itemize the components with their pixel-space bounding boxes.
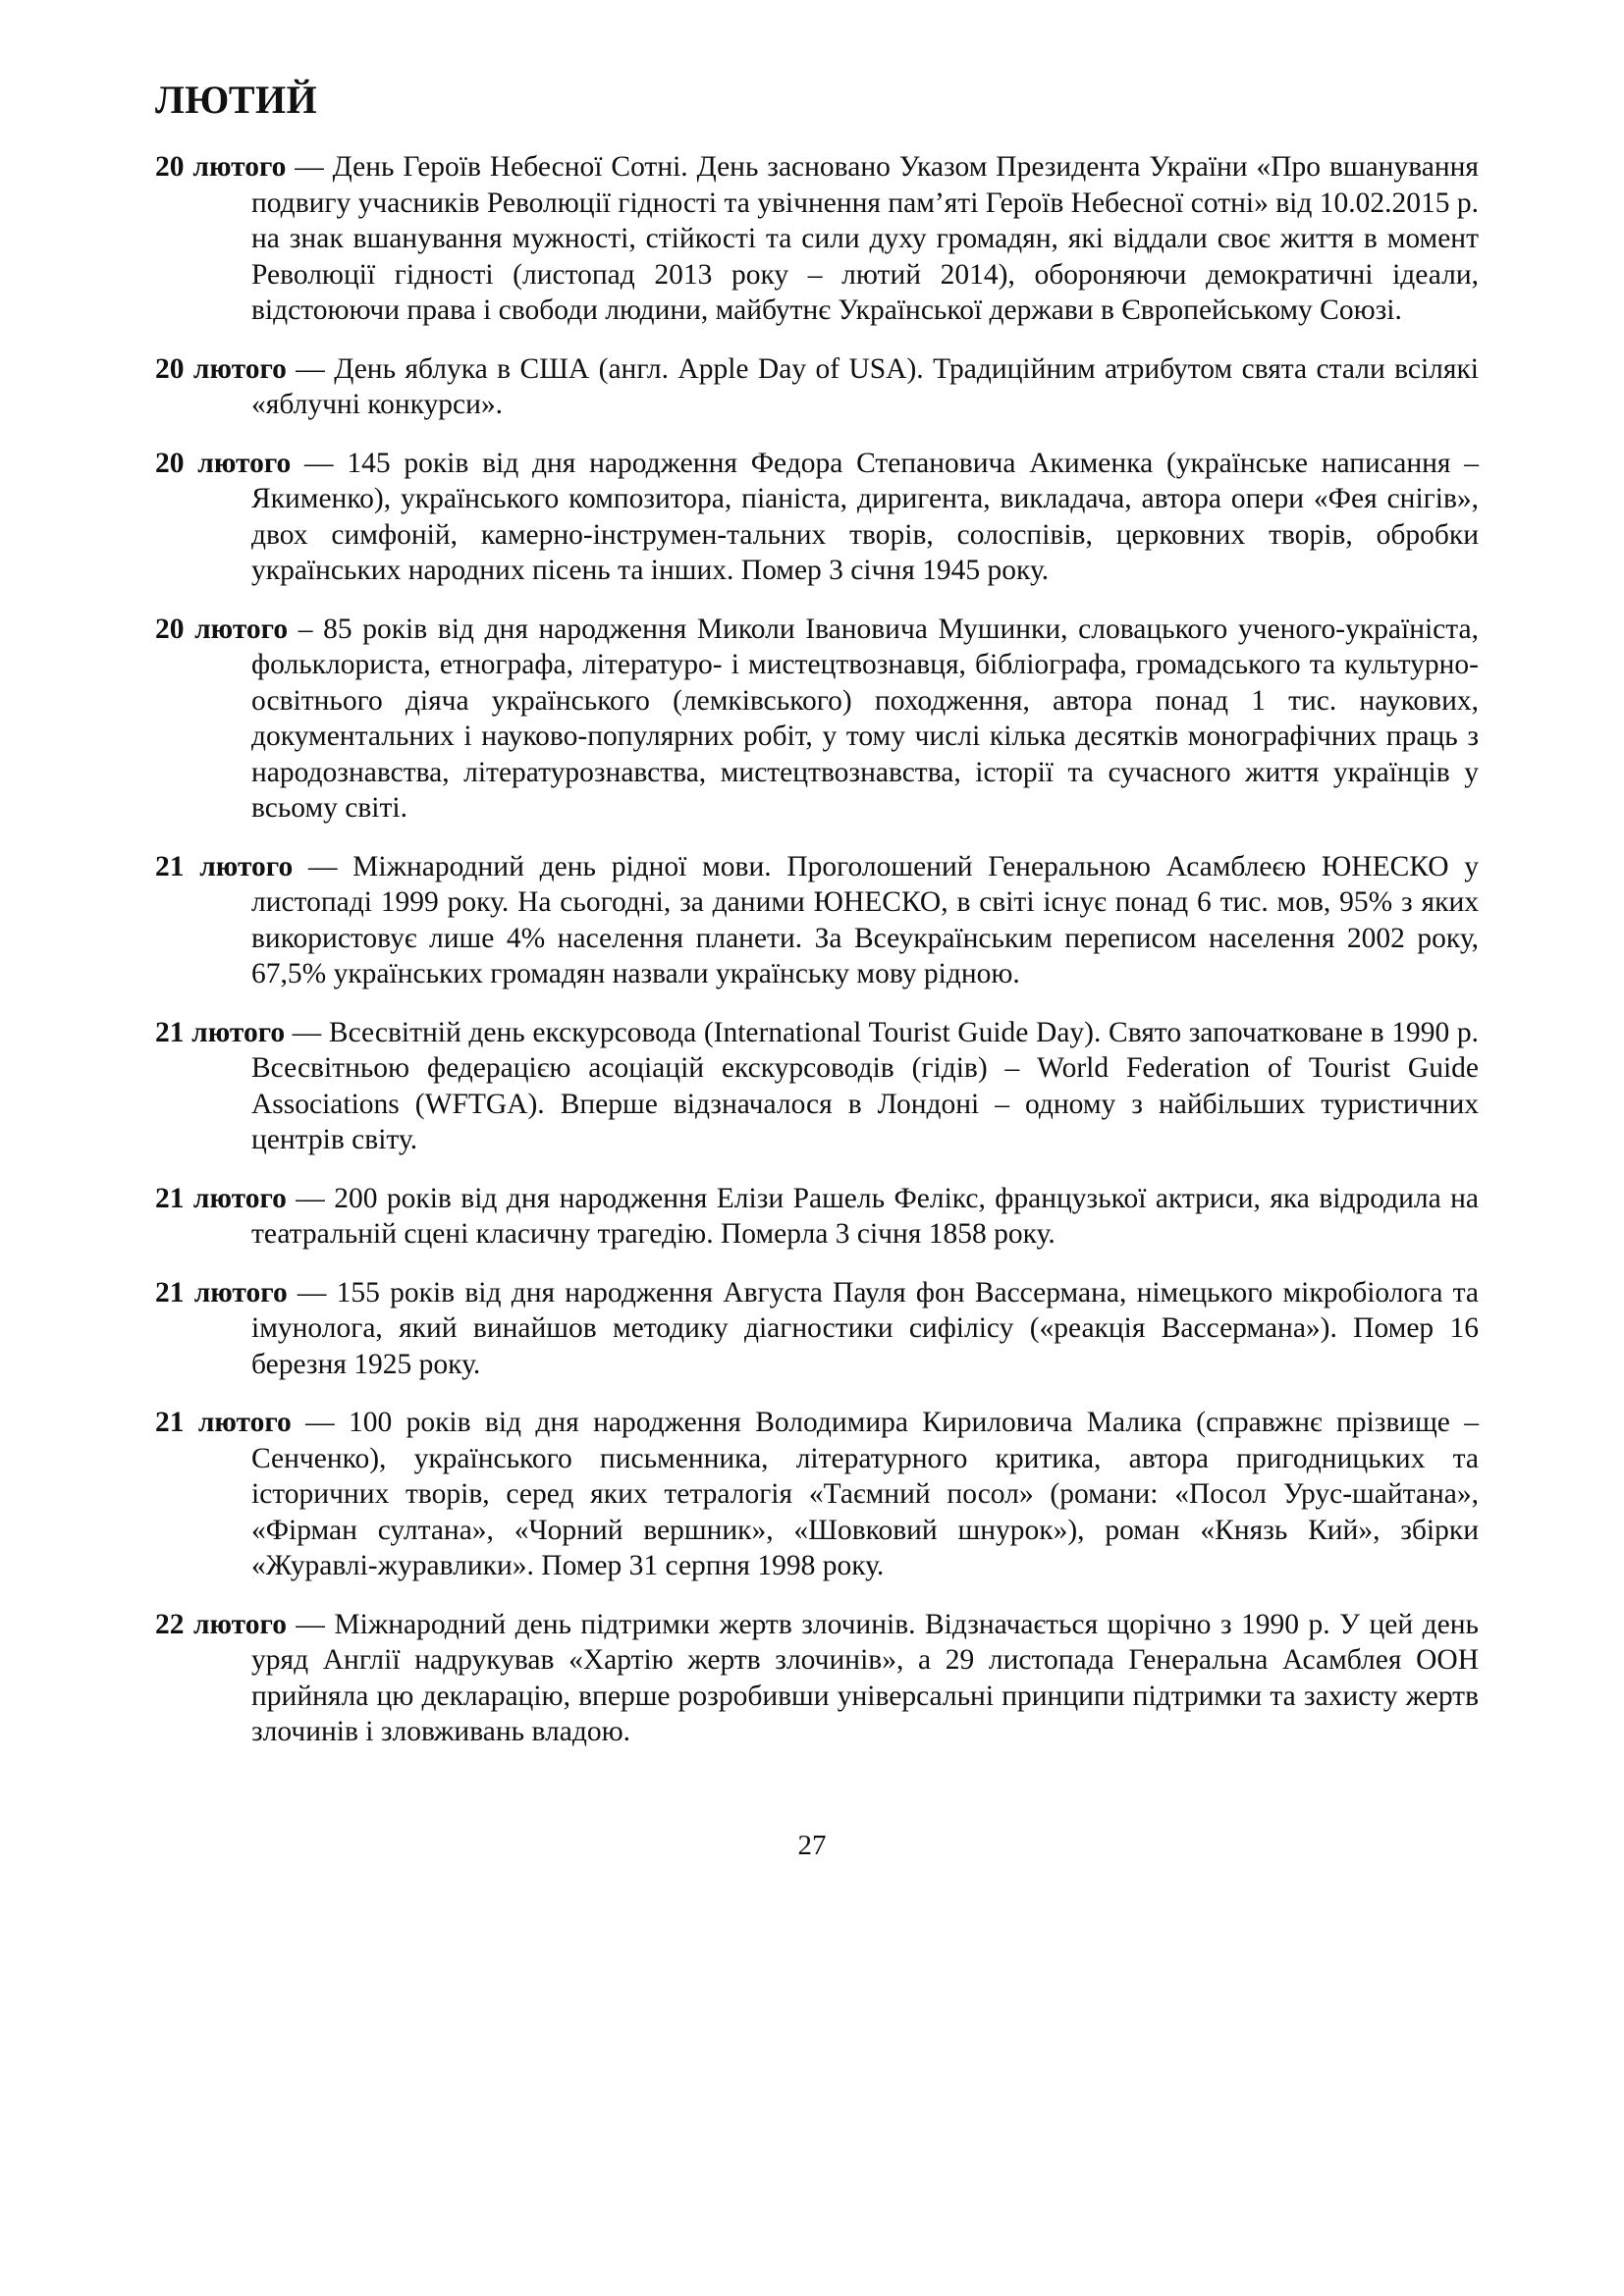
entry-date: 20 лютого (155, 447, 292, 479)
entry-text: — 145 років від дня народження Федора Степановича Акименка (українське написання – Якименко), українського композитора, піаніста, диригента, викладача, автора опери «Фея снігів», двох симфоній, камерно-інструмен-тальних творів, солоспівів, церковних творів, обробки українських народних пісень та інших. Помер 3 січня 1945 року. (251, 447, 1479, 586)
entry-item (155, 149, 1479, 329)
entry-date: 20 лютого (155, 151, 287, 183)
entry-text: — 200 років від дня народження Елізи Рашель Фелікс, французької актриси, яка відродила на театральній сцені класичну трагедію. Померла 3 січня 1858 року. (251, 1182, 1480, 1250)
entry-date: 21 лютого (155, 1182, 287, 1214)
entry-item (155, 1607, 1479, 1750)
entries-list (155, 149, 1479, 1750)
entry-text: — Міжнародний день рідної мови. Проголошений Генеральною Асамблеєю ЮНЕСКО у листопаді 1999 року. На сьогодні, за даними ЮНЕСКО, в світі існує понад 6 тис. мов, 95% з яких використовує лише 4% населення планети. За Всеукраїнським переписом населення 2002 року, 67,5% українських громадян назвали українську мову рідною. (251, 850, 1479, 989)
entry-date: 20 лютого (155, 352, 287, 385)
entry-date: 21 лютого (155, 1276, 288, 1308)
entry-item (155, 1015, 1479, 1158)
entry-item (155, 1275, 1479, 1383)
entry-item (155, 849, 1479, 992)
entry-text: – 85 років від дня народження Миколи Івановича Мушинки, словацького ученого-україніста, фольклориста, етнографа, літературо- і мистецтвознавця, бібліографа, громадського та культурно-освітнього діяча українського (лемківського) походження, автора понад 1 тис. наукових, документальних і науково-популярних робіт, у тому числі кілька десятків монографічних праць з народознавства, літературознавства, мистецтвознавства, історії та сучасного життя українців у всьому світі. (251, 613, 1479, 824)
entry-text: — 100 років від дня народження Володимира Кириловича Малика (справжнє прізвище – Сенченко), українського письменника, літературного критика, автора пригодницьких та історичних творів, серед яких тетралогія «Таємний посол» (романи: «Посол Урус-шайтана», «Фірман султана», «Чорний вершник», «Шовковий шнурок»), роман «Князь Кий», збірки «Журавлі-журавлики». Помер 31 серпня 1998 року. (251, 1407, 1479, 1581)
entry-date: 20 лютого (155, 613, 289, 645)
entry-text: — 155 років від дня народження Августа Пауля фон Вассермана, німецького мікробіолога та імунолога, який винайшов методику діагностики сифілісу («реакція Вассермана»). Помер 16 березня 1925 року. (251, 1276, 1479, 1380)
entry-date: 22 лютого (155, 1608, 287, 1640)
entry-item (155, 351, 1479, 423)
page-number: 27 (797, 1830, 827, 1861)
entry-text: — Всесвітній день екскурсовода (International Tourist Guide Day). Свято започатковане в 1990 р. Всесвітньою федерацією асоціацій екскурсоводів (гідів) – World Federation of Tourist Guide Associations (WFTGA). Вперше відзначалося в Лондоні – одному з найбільших туристичних центрів світу. (251, 1016, 1480, 1155)
entry-date: 21 лютого (155, 850, 294, 882)
entry-text: — Міжнародний день підтримки жертв злочинів. Відзначається щорічно з 1990 р. У цей день уряд Англії надрукував «Хартію жертв злочинів», а 29 листопада Генеральна Асамблея ООН прийняла цю декларацію, вперше розробивши універсальні принципи підтримки та захисту жертв злочинів і зловживань владою. (251, 1608, 1479, 1747)
entry-text: — День яблука в США (англ. Apple Day of USA). Традиційним атрибутом свята стали всілякі «яблучні конкурси». (251, 352, 1480, 420)
entry-item (155, 1181, 1479, 1253)
entry-date: 21 лютого (155, 1407, 292, 1438)
month-heading: ЛЮТИЙ (155, 78, 318, 122)
document-page (155, 77, 1479, 1773)
entry-item (155, 1405, 1479, 1584)
entry-item (155, 446, 1479, 589)
entry-item (155, 612, 1479, 827)
entry-date: 21 лютого (155, 1016, 286, 1048)
entry-text: — День Героїв Небесної Сотні. День засновано Указом Президента України «Про вшанування подвигу учасників Революції гідності та увічнення пам’яті Героїв Небесної сотні» від 10.02.2015 р. на знак вшанування мужності, стійкості та сили духу громадян, які віддали своє життя в момент Революції гідності (листопад 2013 року – лютий 2014), обороняючи демократичні ідеали, відстоюючи права і свободи людини, майбутнє Української держави в Європейському Союзі. (251, 151, 1479, 326)
